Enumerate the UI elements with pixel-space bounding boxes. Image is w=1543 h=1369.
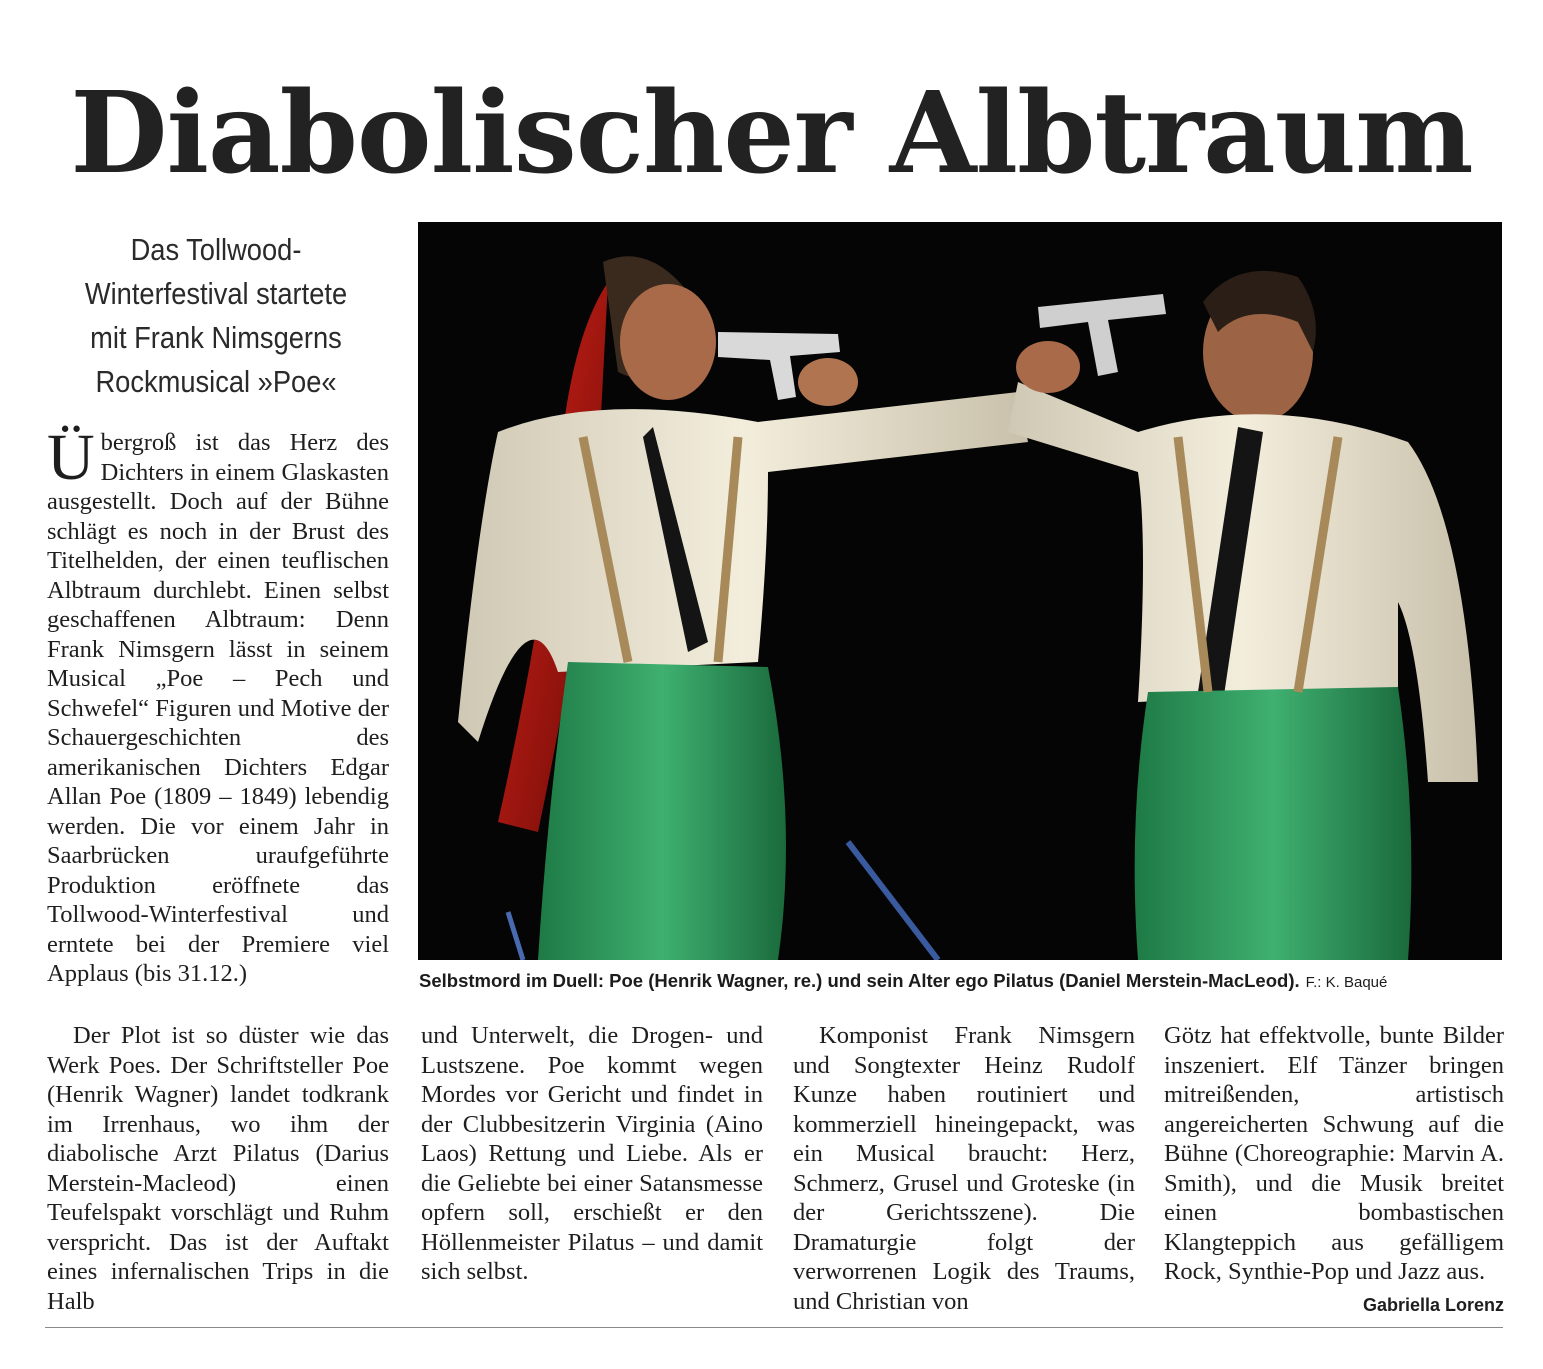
paragraph-review-continued: Götz hat effektvolle, bunte Bilder inszeniert. Elf Tänzer bringen mitreißenden, artistisch angereicherten Schwung auf die Bühne (Choreographie: Marvin A. Smith), und die Musik breitet einen bombastischen Klangteppich aus gefälligem Rock, Synthie-Pop und Jazz aus.	[1164, 1022, 1504, 1285]
photo-caption	[419, 967, 1509, 997]
bottom-rule	[45, 1327, 1503, 1328]
article-column-1-top	[47, 421, 389, 989]
subhead-line: Das Tollwood-	[130, 232, 302, 267]
stage-photo	[418, 222, 1502, 960]
paragraph-intro: bergroß ist das Herz des Dichters in einem Glaskasten ausgestellt. Doch auf der Bühne schlägt es noch in der Brust des Titelhelden, der einen teuflischen Albtraum durchlebt. Einen selbst geschaffenen Albtraum: Denn Frank Nimsgern lässt in seinem Musical „Poe – Pech und Schwefel“ Figuren und Motive der Schauergeschichten des amerikanischen Dichters Edgar Allan Poe (1809 – 1849) lebendig werden. Die vor einem Jahr in Saarbrücken uraufgeführte Produktion eröffnete das Tollwood-Winterfestival und erntete bei der Premiere viel Applaus (bis 31.12.)	[47, 429, 389, 987]
article-column-2	[421, 1021, 763, 1287]
article-column-1-bottom	[47, 1021, 389, 1316]
duel-scene-image	[418, 222, 1502, 960]
drop-cap: Ü	[47, 421, 95, 494]
subheadline	[66, 228, 365, 404]
author-byline: Gabriella Lorenz	[1362, 1294, 1504, 1315]
paragraph-plot-continued: und Unterwelt, die Drogen- und Lustszene. Poe kommt wegen Mordes vor Gericht und findet in der Clubbesitzerin Virginia (Aino Laos) Rettung und Liebe. Als er die Geliebte bei einer Satansmesse opfern soll, erschießt er den Höllenmeister Pilatus – und damit sich selbst.	[421, 1022, 763, 1285]
subhead-line: mit Frank Nimsgerns	[90, 320, 342, 355]
headline: Diabolischer Albtraum	[70, 68, 1473, 199]
subhead-line: Winterfestival startete	[84, 276, 348, 311]
article-column-3	[793, 1021, 1135, 1316]
photo-credit: F.: K. Baqué	[1305, 974, 1388, 991]
subhead-line: Rockmusical »Poe«	[95, 364, 337, 399]
article-column-4	[1164, 1021, 1504, 1320]
caption-text: Selbstmord im Duell: Poe (Henrik Wagner, re.) und sein Alter ego Pilatus (Daniel Merstein-MacLeod).	[419, 970, 1300, 991]
paragraph-review: Komponist Frank Nimsgern und Songtexter Heinz Rudolf Kunze haben routiniert und kommerziell hineingepackt, was ein Musical braucht: Herz, Schmerz, Grusel und Groteske (in der Gerichtsszene). Die Dramaturgie folgt der verworrenen Logik des Traums, und Christian von	[793, 1022, 1135, 1315]
paragraph-plot: Der Plot ist so düster wie das Werk Poes. Der Schriftsteller Poe (Henrik Wagner) landet todkrank im Irrenhaus, wo ihm der diabolische Arzt Pilatus (Darius Merstein-Macleod) einen Teufelspakt vorschlägt und Ruhm verspricht. Das ist der Auftakt eines infernalischen Trips in die Halb	[47, 1022, 389, 1315]
